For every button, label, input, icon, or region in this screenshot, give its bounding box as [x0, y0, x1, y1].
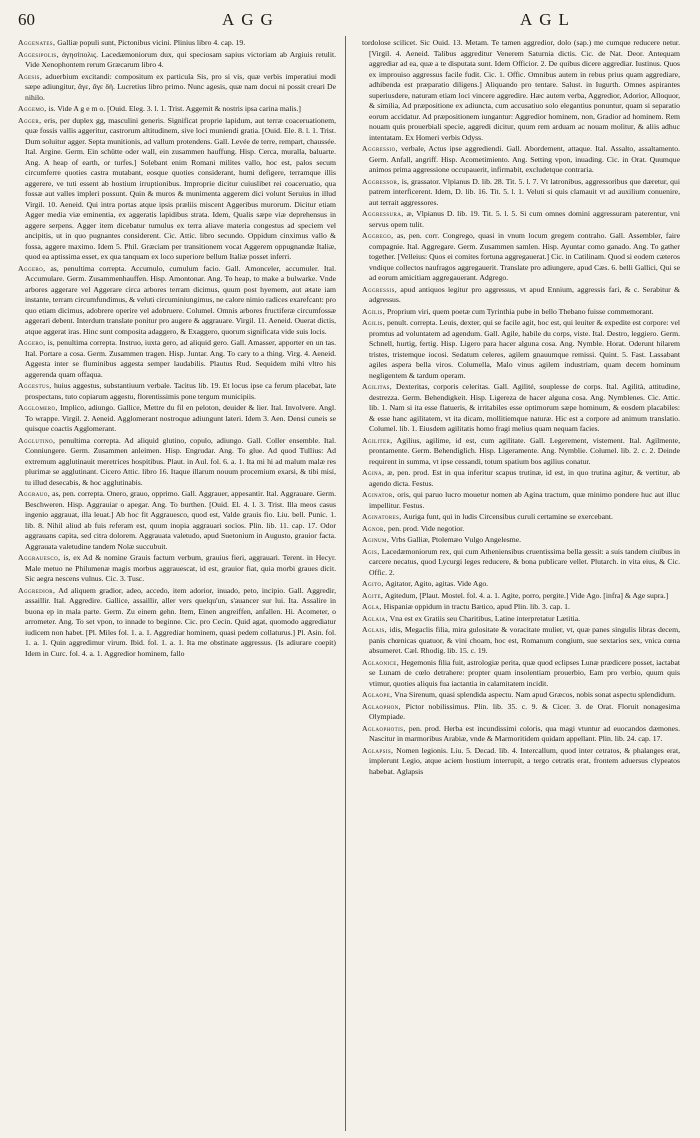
entry-headword: Aggesipolis, — [18, 49, 59, 59]
dictionary-entry — [18, 553, 336, 585]
running-head-left: AGG — [222, 10, 280, 29]
dictionary-entry — [362, 468, 680, 489]
dictionary-entry — [18, 264, 336, 338]
entry-definition: æ, pen. prod. Est in qua inferitur scapus trutinæ, id est, in quo trutina agitur, & vertitur, ab agendo dicta. Festus. — [369, 468, 680, 488]
dictionary-entry — [18, 338, 336, 380]
entry-definition: penultima correpta. Ad aliquid glutino, copulo, adiungo. Gall. Coller ensemble. Ital. Conniungere. Germ. Zusammen anleimen. Hisp. Engrudar. Ang. To glue. Ad quod Tullius: Ad extremum agglutinauit meretrices hospitibus. Plaut. in Aul. fol. 6. a. 1. Ita mi hi ad malum malæ res plurimæ se agglutinant. Cicero Attic. libro 16. Itaque illarum nouum procemium exarsi, & tibi misi, tu illud desecabis, & hoc agglutinabis. — [25, 435, 336, 487]
dictionary-entry — [18, 436, 336, 489]
dictionary-entry — [362, 724, 680, 745]
entry-definition: pen. prod. Vide negotior. — [387, 523, 465, 533]
dictionary-entry — [362, 579, 680, 590]
dictionary-entry — [18, 38, 336, 49]
dictionary-entry — [18, 403, 336, 435]
dictionary-entry — [362, 658, 680, 690]
entry-headword: Aggressio, — [362, 144, 398, 153]
entry-headword: Agite, — [362, 590, 384, 600]
entry-definition: Agilius, agilime, id est, cum agilitate. Gall. Legerement, vistement. Ital. Agilmente, prontamente. Germ. Behendiglich. Hisp. Ligeramente. Ang. Nymblie. Columel. lib. 2. c. 2. Deinde requirent in summa, vt ipse cessandi, totum spatium bos agilius conatur. — [369, 435, 680, 466]
dictionary-entry — [362, 512, 680, 523]
entry-definition: Vna est ex Gratiis seu Charitibus, Latine interpretatur Lætitia. — [389, 613, 581, 623]
dictionary-entry — [362, 702, 680, 723]
entry-definition: pen. prod. Herba est incundissimi coloris, qua magi vtuntur ad euocandos dæmones. Nascitur in marmoribus Arabiæ, vnde & Marmoritidem quidam appellant. Plin. lib. 24. cap. 17. — [369, 723, 680, 743]
entry-headword: Aglapsis, — [362, 745, 394, 755]
running-head-right: AGL — [520, 10, 576, 29]
entry-definition: Vna Sirenum, quasi splendida aspectu. Nam apud Græcos, nobis sonat aspectu splendidum. — [394, 690, 676, 699]
dictionary-entry — [18, 381, 336, 402]
entry-headword: Aggrego, — [362, 231, 394, 240]
entry-definition: as, penultima correpta. Accumulo, cumulum facio. Gall. Amonceler, accumuler. Ital. Accumulare. Germ. Zusammenhauffen. Hisp. Amontonar. Ang. To heap, to make a bulwarke. Vnde arbores aggerare vel Aggerare circa arbores terram dicimus, quum post hyemem, aut ætate iam instante, terram circumfundimus, & veluti circuminiungimus, ne calore nimio radices exarefcant: pro quo etiam dicimus, adobrere operire vel adobruere. Columel. Omnis arbores fructiferæ circumfossæ aggerari debent. Interdum translate ponitur pro augere & aggrauare. Virgil. 11. Aeneid. Ouerat dictis, atque aggerat iras. Hinc sunt composita adaggero, & Exaggero, quorum significata vide suis locis. — [25, 263, 336, 336]
entry-definition: oris, qui paruo lucro mouetur nomen ab Agina tractum, quæ minimo pondere huc aut illuc impellitur. Festus. — [369, 490, 680, 510]
entry-definition: idis, Megaclis filia, mira gulositate & voracitate mulier, vt, quæ panes singulis libras decem, panis chœnicas quatuor, & vini choam, hoc est, Romanum congium, sue sextarios sex, vnica cœna absumeret. Cæl. Rhodig. lib. 15. c. 19. — [369, 625, 680, 655]
entry-headword: Aginum, — [362, 535, 390, 544]
entry-definition: Auriga funt, qui in ludis Circensibus curuli certamine se exercebant. — [403, 512, 613, 521]
dictionary-entry — [18, 116, 336, 263]
entry-definition: Hegemonis filia fuit, astrologiæ perita, quæ quod eclipses Lunæ prædicere posset, iactabat se Lunam de cœlo detrahere: propter quam insolentiam prouerbio, Eam pro verbio, quum quis vtimur, quoties aliquis fua iactantia in calamitatem incidit. — [369, 657, 680, 688]
entry-headword: Aggrauo, — [18, 489, 51, 498]
entry-headword: Agger, — [18, 115, 42, 125]
entry-headword: Agilis, — [362, 318, 386, 327]
entry-headword: Agglomero, — [18, 403, 58, 412]
entry-headword: Aggemo, — [18, 104, 47, 113]
dictionary-entry — [362, 535, 680, 546]
dictionary-entry — [18, 104, 336, 115]
dictionary-entry — [362, 382, 680, 435]
entry-definition: as, pen. correpta. Onero, grauo, opprimo. Gall. Aggrauer, appesantir. Ital. Aggrauare. Germ. Beschweren. Hisp. Aggrauiar o apegar. Ang. To burthen. [Ouid. El. 4. l. 3. Trist. Illa meos casus ingenio aggrauat, illa leuat.] Ab hoc fit Aggrauesco, quod est, Valde grauis fio. Liu. bell. Punic. 1. lib. 8. Nihil aliud ab fuis referam est, quum inopia aggrauari socios. Plin. lib. 11. cap. 17. Odor aggrauans capita, sed citra dolorem. Aggrauata valetudo, apud Suetonium in Augusto, grauior facta. Aggrauata valetudine tandem Nolæ succubuit. — [25, 489, 336, 551]
dictionary-entry — [362, 625, 680, 657]
dictionary-entry — [362, 318, 680, 381]
entry-headword: Agilis, — [362, 306, 386, 316]
entry-definition: Lacedæmoniorum rex, qui cum Atheniensibus cruentissima bella gessit: a suis tandem ciuibus in carcere necatus, quod Lycurgi leges reducere, & bona publicare vellet. Plutarch. in vita eius, & Cic. Offic. 2. — [369, 546, 680, 577]
page-header — [0, 10, 700, 32]
dictionary-entry — [362, 38, 680, 143]
entry-headword: Aglaia, — [362, 613, 388, 623]
dictionary-entry — [362, 690, 680, 701]
dictionary-entry — [18, 50, 336, 71]
page-number: 60 — [18, 10, 35, 29]
entry-definition: Proprium viri, quem poetæ cum Tyrinthia pube in bello Thebano fuisse commemorant. — [386, 306, 654, 316]
entry-definition: Implico, adiungo. Gallice, Mettre du fil en peloton, deuider & lier. Ital. Involvere. Angl. To wrappe. Virgil. 2. Aeneid. Agglomerant nostroque adiungunt lateri. Idem 3. Aen. Densi cuneis se quisque coactis Agglomerant. — [25, 403, 336, 433]
entry-definition: Vrbs Galliæ, Ptolemæo Vulgo Angelesme. — [391, 535, 522, 544]
entry-definition: is. Vide A g e m o. [Ouid. Eleg. 3. l. 1. Trist. Aggemit & nostris ipsa carina malis.] — [48, 104, 301, 113]
dictionary-entry — [18, 72, 336, 104]
dictionary-entry — [362, 591, 680, 602]
entry-headword: Aglaonice, — [362, 657, 400, 667]
entry-headword: Aggestus, — [18, 381, 52, 390]
dictionary-entry — [362, 524, 680, 535]
entry-definition: Galliæ populi sunt, Pictonibus vicini. Plinius libro 4. cap. 19. — [57, 38, 246, 47]
entry-definition: huius aggestus, substantiuum verbale. Tacitus lib. 19. Et locus ipse ca ferum placebat, late prospectans, tuto copiarum aggestu, florentissimis pone tergum municipiis. — [25, 381, 336, 401]
entry-definition: apud antiquos legitur pro aggressus, vt apud Ennium, aggressis fari, & c. Serabitur & adgressus. — [369, 284, 680, 304]
dictionary-entry — [362, 209, 680, 230]
dictionary-entry — [362, 144, 680, 176]
entry-headword: Aginatores, — [362, 512, 402, 521]
left-column — [18, 38, 336, 1128]
entry-definition: penult. correpta. Leuis, dexter, qui se facile agit, hoc est, qui leuiter & expedite est corpore: vel promtus ad voluntatem ad agendum. Gall. Agile, habile du corps, viste. Ital. Destro, leggiero. Germ. Schnell, hurtig, fertig. Hisp. Ligero para hacer alguna cosa. Ang. Nymble. Horat. Oderunt hilarem tristes, tristemque iocosi. Sedatum celeres, agilem gnauumque remissi. Quint. 5. Fast. Lassabant agiles aspera bella viros. Columella, Malo vinus agilem industriam, quam decem hominum negligentem & tardum operam. — [369, 318, 680, 380]
entry-headword: Agiliter, — [362, 435, 393, 445]
dictionary-entry — [362, 436, 680, 468]
dictionary-entry — [362, 602, 680, 613]
entry-headword: Aggressura, — [362, 209, 404, 218]
entry-definition: ἀγησίπολις. Lacedæmoniorum dux, qui speciosam sapius victoriam ab Argiuis retulit. Vide Xenophontem rerum Græcarum libro 4. — [25, 49, 336, 69]
entry-headword: Aggenates, — [18, 38, 56, 47]
dictionary-entry — [362, 746, 680, 778]
dictionary-entry — [362, 307, 680, 318]
entry-definition: æ, Vlpianus D. lib. 19. Tit. 5. l. 5. Si cum omnes domini aggressuram paterentur, vni servus opem tulit. — [369, 209, 680, 229]
entry-definition: is, penultima correpta. Instruo, iuxta gero, ad aliquid gero. Gall. Amasser, apporter en un tas. Ital. Portare a cosa. Germ. Zusammen tragen. Hisp. Juntar. Ang. To cary to a thing. Virg. 4. Aeneid. Aggesta inter se fluminibus aggesta semper laudabilis. Plautus Rud. Sequidem mihi vltro his aggerenda quam offaqua. — [25, 338, 336, 379]
dictionary-entry — [362, 231, 680, 284]
entry-headword: Aggero, — [18, 263, 46, 273]
entry-definition: Agitator, Agito, agitas. Vide Ago. — [385, 579, 489, 588]
dictionary-entry — [18, 489, 336, 552]
entry-definition: eris, per duplex gg, masculini generis. Significat proprie lapidum, aut terræ coaceruationem, quæ fossis vallis aggeritur, castrorum altitudinem, sive loci muniendi gratia. [Ouid. Ele. 8. l. 1. Trist. Dum soluitur agger. Septa munitionis, ad vallum protendens. Gall. Levée de terre, rempart, chaussée. Ital. Argine. Germ. Ein schütte oder wall, ein zusammen hauffung. Hisp. Cerca, muralla, baluarte. Ang. A heap of earth, or turfes.] Solebant enim Romani milites vallo, hoc est, palos secum circumferre quoties castra mutabant, eosque quoties considerant, humi defigere, terramque illis aggerere, ve tuti essent ab hostium irruptionibus. Improprie dicitur cuiuslibet rei coaceruatio, qua fossæ aut valles impleri possunt. Quin & muros & munimenta aggerem dici volunt Seruius in illud Virgil. 10. Aeneid. Qui intra portas atque ipsis præliis miscent Aggeribus murorum. Dicitur etiam Agger media viæ eminentia, ex aggeratis lapidibus strata. Idem, Qualis sæpe viæ deprehensus in aggere serpens. Agger item dicebatur tumulus ex terra aliave materia congestus ad speciem vel ancipitis, ut in quo pugnantes considerent. Cic. Attic. libro secundo. Oppidum cinximus vallo & fossa, aggere maximo. Idem 5. Phil. Græciam per transitionem vocat Aggerem oppugnandæ Italiæ, quod ea aptissima esset, ex qua tanquam ex loco superiore bellum Italiæ posset inferri. — [25, 115, 336, 261]
dictionary-entry — [362, 177, 680, 209]
entry-headword: Agla, — [362, 602, 382, 611]
dictionary-entry — [362, 285, 680, 306]
entry-definition: aduerbium excitandi: compositum ex particula Sis, pro si vis, quæ verbis imperatiui modi sæpe adiungitur, ἄγε, ἄγε δή. Lucretius libro primo. Nunc agesis, quæ nam docui ni possit creari De nihilo. — [25, 71, 336, 102]
entry-headword: Aginator, — [362, 490, 395, 499]
dictionary-entry — [18, 586, 336, 660]
dictionary-entry — [362, 490, 680, 511]
entry-definition: Nomen legionis. Liu. 5. Decad. lib. 4. Intercallum, quod inter cetratos, & phalanges erat, implerunt Legio, atque aciem hostium interrupit, a tergo cetratis erat, frontem aduersus clypeatos habebat. Aglapsis — [369, 745, 680, 776]
entry-headword: Aggredior, — [18, 585, 56, 595]
entry-definition: is, ex Ad & nomine Grauis factum verbum, grauius fieri, aggrauari. Terent. in Hecyr. Male metuo ne Philumenæ magis morbus aggrauescat, id est, grauior fiat, quia morbi graues dicit. Sic aegra nescens vulnus. Cic. 3. Tusc. — [25, 553, 336, 583]
entry-headword: Aglaope, — [362, 690, 393, 699]
entry-definition: as, pen. corr. Congrego, quasi in vnum locum gregem contraho. Gall. Assembler, faire compagnie. Ital. Aggregare. Germ. Zusammen samlen. Hisp. Ayuntar como ganado. Ang. To gather together. [Velleius: Quos ei comites fortuna aggregauerat.] Cic. in Catilinam. Quod si eodem cæteros vndique collectos naufragos aggregauerit. Translate pro adiungere, apud Cæs. 6. belli Gallici, Qui se ad eorum amicitiam aggregauerant. Adgrego. — [369, 231, 680, 282]
entry-headword: Agesis, — [18, 71, 43, 81]
entry-headword: Aggero, — [18, 338, 46, 347]
entry-definition: tordolose scilicet. Sic Ouid. 13. Metam. Te tamen aggredior, dolo (sap.) me cumque reducere netur. [Virgil. 4. Aeneid. Talibus aggreditur Venerem Saturnia dictis. Cic. de Nat. Deor. Antequam aggrediar ad ea, quæ a te disputata sunt. Idem Officior. 2. De quibus dicere aggrediar. Iustinus. Quos ex improuiso aggressus facile fudit. Cic. 1. Offic. Omnibus autem in rebus prius quam aggrediare, adhibenda est præparatio diligens.] Aliquando pro tentare. Salust. in Iugurth. Omnes aspirantes superiusdere, naturam etiam loci vincere aggredire. Hæc autem verba, Aggredior, Adorior, Alloquor, & similia, Ad præpositione ex adiuncta, cum accusatiuo solo elegantius ponuntur, quam si separatio eorum accidatur. Ad præpositionem iungantur: Aggredior hominem, non, Gradior ad hominem. Rem nouam quis prouerbiali specie, aggredi dicitur, quum rem arduam ac nouam molitur, & aliis adhuc intentatam. Ex Homeri verbis Odyss. — [362, 38, 680, 142]
entry-headword: Aglaophon, — [362, 701, 401, 711]
entry-definition: Ad aliquem gradior, adeo, accedo, item adorior, inuado, peto, incipio. Gall. Aggredir, assaillir. Ital. Aggredire. Gallice, assaillir, aller vers quelqu'un, s'auancer sur lui. Ita. Assalire in buona ep in mala parte. Germ. Zu einem gehn. Item, Einen angreiffen, anfallen. Hi. Acometer, o arrometer. Ang. To set vpon, to innade to beginne. Cic. pro Cecin. Quid agat, quomodo aggrediatur iudicem non habet. [Pl. Miles fol. 1. a. 1. Aggrediar hominem, quasi pedem collaturus.] Pl. Asin. fol. 1. a. 1. Quin aggredimur virum. Ibid. fol. 1. a. 1. Ita me obstinate aggressus. (Is adiurare coepit) Idem in Curc. fol. 4. a. 1. Aggredior hominem, fallo — [25, 585, 336, 658]
entry-headword: Aglais, — [362, 625, 387, 634]
dictionary-entry — [362, 614, 680, 625]
dictionary-entry — [362, 547, 680, 579]
entry-headword: Agnor, — [362, 523, 387, 533]
entry-definition: Hispaniæ oppidum in tractu Bætico, apud Plin. lib. 3. cap. 1. — [383, 602, 570, 611]
entry-headword: Aggressis, — [362, 284, 398, 294]
entry-definition: is, grassator. Vlpianus D. lib. 28. Tit. 5. l. 7. Vt latronibus, aggressoribus que dæretur, qui patrem interficerent. Idem, D. lib. 16. Tit. 5. l. 1. Veluti si quis clamauit vt ad auxilium conuenire, aut terrait aggressores. — [369, 176, 680, 207]
entry-headword: Agito, — [362, 579, 384, 588]
entry-definition: Agitedum, [Plaut. Mostel. fol. 4. a. 1. Agite, porro, pergite.] Vide Ago. [infra] & Age supra.] — [384, 590, 669, 600]
entry-headword: Aglaophotis, — [362, 723, 406, 733]
right-column — [362, 38, 680, 1128]
entry-headword: Agilitas, — [362, 382, 393, 391]
entry-definition: Pictor nobilissimus. Plin. lib. 35. c. 9. & Cicer. 3. de Orat. Floruit nonagesima Olympiade. — [369, 701, 680, 721]
entry-headword: Agglutino, — [18, 435, 56, 445]
entry-headword: Aggressor, — [362, 176, 400, 186]
entry-headword: Agis, — [362, 546, 380, 556]
entry-headword: Agina, — [362, 468, 385, 477]
entry-headword: Aggrauesco, — [18, 553, 61, 562]
entry-definition: verbale, Actus ipse aggrediendi. Gall. Abordement, attaque. Ital. Assalto, assaltamento. Germ. Anfall, angriff. Hisp. Acometimiento. Ang. Setting vpon, inuading. Cic. in Orat. Quumque animos prima aggressione occupauerit, infirmabit, excludetque contraria. — [369, 144, 680, 174]
column-divider — [345, 36, 346, 1131]
entry-definition: Dexteritas, corporis celeritas. Gall. Agilité, souplesse de corps. Ital. Agilità, attitudine, destrezza. Germ. Behendigkeit. Hisp. Ligereza de hacer alguna cosa. Ang. Nymblenes. Cic. Attic. lib. 1. Nam si ita esse flatueris, & irritabiles esse optimorum sæpe hominum, & eosdem placabiles: & esse hanc agilitatem, vt ita dicam, mollitiemque naturæ. Hic est a corpore ad animum translatio. Columel. lib. 1. Eiusdem agilitatis homo fragi melius quam nequam facies. — [369, 382, 680, 433]
